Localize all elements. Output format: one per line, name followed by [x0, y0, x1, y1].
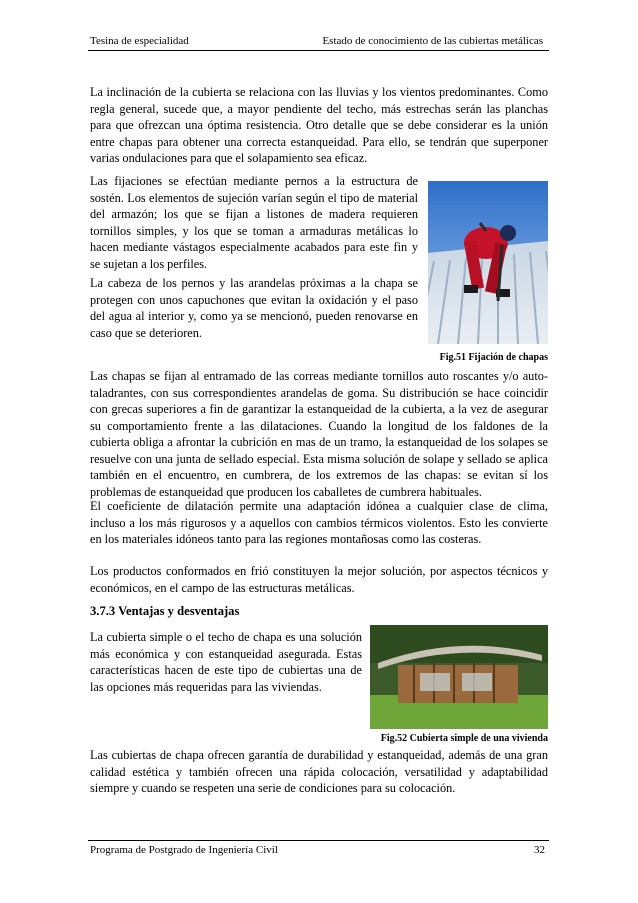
fig51-caption: Fig.51 Fijación de chapas — [439, 352, 548, 363]
paragraph-inclination: La inclinación de la cubierta se relaciona con las lluvias y los vientos predominantes. Como regla general, sucede que, a mayor pendiente del techo, más estrechas serán las planchas para que ofrezcan una óptima resistencia. Otro detalle que se debe considerar es la unión entre chapas para obtener una correcta estanqueidad. Para ello, se tendrán que superponer varias ondulaciones para que el solapamiento sea eficaz. — [90, 85, 548, 165]
footer-program: Programa de Postgrado de Ingeniería Civil — [90, 844, 278, 856]
page-number: 32 — [534, 844, 545, 856]
paragraph-simple-roof: La cubierta simple o el techo de chapa es una solución más económica y con estanqueidad asegurada. Estas características hacen de este tipo de cubiertas una de las opciones más requeridas para las viviendas. — [90, 630, 362, 694]
fig51-photo — [428, 181, 548, 344]
header-left-title: Tesina de especialidad — [90, 35, 189, 47]
page-header — [88, 34, 549, 51]
paragraph-cold-formed: Los productos conformados en frió constituyen la mejor solución, por aspectos técnicos y económicos, en el campo de las estructuras metálicas. — [90, 564, 548, 595]
paragraph-sheet-fixing: Las chapas se fijan al entramado de las correas mediante tornillos auto roscantes y/o auto-taladrantes, con sus correspondientes arandelas de goma. Su distribución se hace coincidir con grecas superiores a fin de garantizar la estanqueidad de la cubierta, a la vez de asegurar su comportamiento frente a las dilataciones. Cuando la longitud de los faldones de la cubierta obliga a afrontar la cubrición en mas de un tramo, la estanqueidad de los solapes se resuelve con una junta de sellado especial. Esta misma solución de solape y sellado se aplica también en el encuentro, en cumbrera, de los extremos de las chapas: se evitan sí los problemas de estanqueidad que producen los caballetes de cumbrera habituales. — [90, 369, 548, 499]
page-footer — [88, 840, 549, 857]
fig52-photo — [370, 625, 548, 729]
paragraph-metal-roof-advantages: Las cubiertas de chapa ofrecen garantía de durabilidad y estanqueidad, además de una gran calidad estética y también ofrecen una rápida colocación, versatilidad y adaptabilidad siempre y cuando se respeten una serie de condiciones para su colocación. — [90, 748, 548, 795]
paragraph-bolt-heads: La cabeza de los pernos y las arandelas próximas a la chapa se protegen con unos capuchones que evitan la oxidación y el paso del agua al interior y, como ya se mencionó, pueden renovarse en caso que se deterioren. — [90, 276, 418, 340]
paragraph-dilatation: El coeficiente de dilatación permite una adaptación idónea a cualquier clase de clima, incluso a los más rigurosos y a aquellos con cambios térmicos violentos. Esto les convierte en los materiales idóneos tanto para las regiones montañosas como las costeras. — [90, 499, 548, 546]
worker-on-metal-roof-photo — [428, 181, 548, 344]
paragraph-fixings: Las fijaciones se efectúan mediante pernos a la estructura de sostén. Los elementos de sujeción varían según el tipo de material del armazón; los que se fijan a listones de madera requieren tornillos simples, y los que se toman a armaduras metálicas lo hacen mediante vástagos especialmente acabados para este fin y se sujetan a los perfiles. — [90, 174, 418, 271]
house-with-curved-metal-roof-photo — [370, 625, 548, 729]
fig52-caption: Fig.52 Cubierta simple de una vivienda — [380, 733, 548, 744]
section-heading-ventajas: 3.7.3 Ventajas y desventajas — [90, 604, 240, 618]
header-right-title: Estado de conocimiento de las cubiertas metálicas — [322, 35, 543, 47]
